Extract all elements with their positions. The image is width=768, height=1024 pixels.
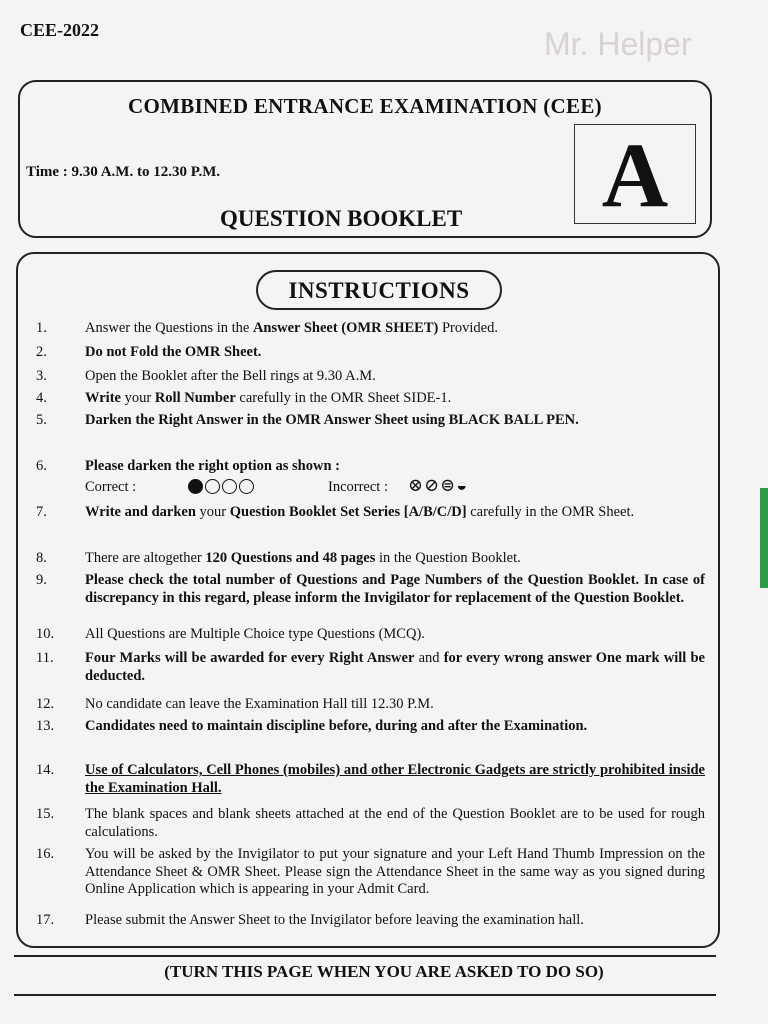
watermark: Mr. Helper: [544, 26, 692, 62]
incorrect-label: Incorrect :: [328, 479, 388, 495]
instruction-number: 10.: [36, 626, 55, 642]
instruction-number: 6.: [36, 458, 47, 474]
exam-time: Time : 9.30 A.M. to 12.30 P.M.: [26, 164, 221, 180]
instruction-text: The blank spaces and blank sheets attached at the end of the Question Booklet are to be used for rough calculations.: [85, 806, 705, 840]
instruction-number: 7.: [36, 504, 47, 520]
darken-example: [85, 477, 705, 497]
instruction-text: Please submit the Answer Sheet to the Invigilator before leaving the examination hall.: [85, 912, 584, 928]
instruction-number: 17.: [36, 912, 55, 928]
exam-title: COMBINED ENTRANCE EXAMINATION (CEE): [128, 94, 602, 118]
header-box: [18, 80, 712, 238]
green-edge-strip: [760, 488, 768, 588]
booklet-title: QUESTION BOOKLET: [220, 206, 463, 231]
instruction-number: 9.: [36, 572, 47, 588]
instruction-number: 1.: [36, 320, 47, 336]
instruction-text: You will be asked by the Invigilator to put your signature and your Left Hand Thumb Impression on the Attendance Sheet & OMR Sheet. Please sign the Attendance Sheet in the same way as you signed during Online Application which is appearing in your Admit Card.: [85, 846, 705, 897]
footer-divider: [14, 955, 716, 957]
instruction-number: 4.: [36, 390, 47, 406]
instruction-number: 16.: [36, 846, 55, 862]
instruction-text: Darken the Right Answer in the OMR Answer Sheet using BLACK BALL PEN.: [85, 412, 579, 428]
instruction-text: Use of Calculators, Cell Phones (mobiles) and other Electronic Gadgets are strictly prohibited inside the Examination Hall.: [85, 762, 705, 796]
instruction-text: All Questions are Multiple Choice type Questions (MCQ).: [85, 626, 425, 642]
instruction-number: 11.: [36, 650, 54, 666]
instruction-text: Answer the Questions in the Answer Sheet (OMR SHEET) Provided.: [85, 320, 498, 336]
instruction-text: Four Marks will be awarded for every Right Answer and for every wrong answer One mark will be deducted.: [85, 650, 705, 684]
instruction-text: Please check the total number of Questions and Page Numbers of the Question Booklet. In case of discrepancy in this regard, please inform the Invigilator for replacement of the Question Booklet.: [85, 572, 705, 606]
instruction-text: Write your Roll Number carefully in the OMR Sheet SIDE-1.: [85, 390, 452, 406]
instruction-number: 12.: [36, 696, 55, 712]
footer-note: (TURN THIS PAGE WHEN YOU ARE ASKED TO DO SO): [164, 962, 604, 981]
instruction-number: 13.: [36, 718, 55, 734]
instruction-text: There are altogether 120 Questions and 48 pages in the Question Booklet.: [85, 550, 521, 566]
exam-code: CEE-2022: [20, 20, 100, 40]
instructions-box: [16, 252, 720, 948]
instruction-number: 2.: [36, 344, 47, 360]
instructions-title: INSTRUCTIONS: [256, 270, 502, 310]
instruction-text: Please darken the right option as shown :: [85, 458, 340, 474]
correct-bubbles: [188, 479, 256, 495]
instruction-number: 3.: [36, 368, 47, 384]
instruction-number: 14.: [36, 762, 55, 778]
instruction-number: 5.: [36, 412, 47, 428]
instruction-text: Open the Booklet after the Bell rings at 9.30 A.M.: [85, 368, 376, 384]
instruction-number: 15.: [36, 806, 55, 822]
correct-label: Correct :: [85, 479, 137, 495]
footer-divider: [14, 994, 716, 996]
instruction-text: Write and darken your Question Booklet Set Series [A/B/C/D] carefully in the OMR Sheet.: [85, 504, 635, 520]
set-series-box: A: [574, 124, 696, 224]
instruction-text: Candidates need to maintain discipline before, during and after the Examination.: [85, 718, 588, 734]
incorrect-bubbles: ⊗⊘⊜◒: [408, 475, 469, 495]
instruction-text: Do not Fold the OMR Sheet.: [85, 344, 262, 360]
instruction-text: No candidate can leave the Examination Hall till 12.30 P.M.: [85, 696, 434, 712]
instruction-number: 8.: [36, 550, 47, 566]
